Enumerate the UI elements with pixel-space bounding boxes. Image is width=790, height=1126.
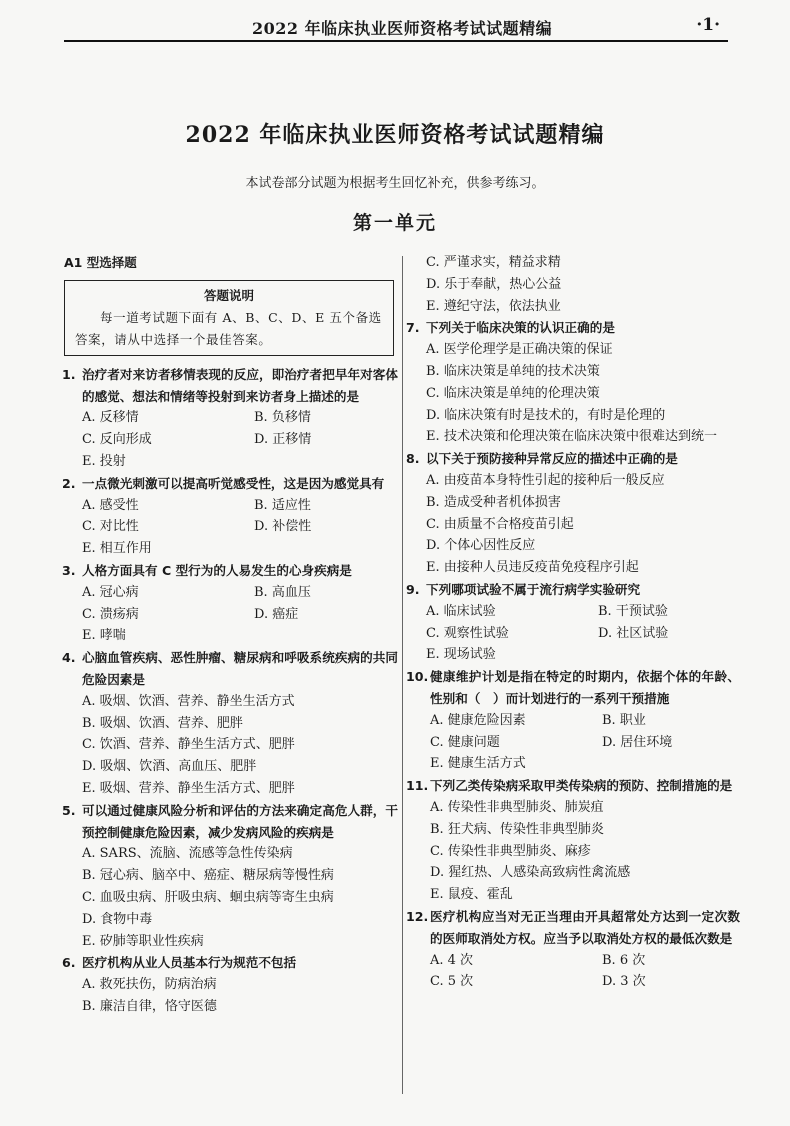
question-stem	[62, 473, 398, 495]
stem-text: 医疗机构从业人员基本行为规范不包括	[82, 955, 297, 971]
option-a: A. 健康危险因素	[430, 712, 526, 728]
question-stem	[62, 560, 398, 582]
options	[62, 974, 398, 1018]
option-b: B. 6 次	[602, 952, 646, 968]
option-e: E. 哮喘	[82, 628, 126, 644]
question-11	[406, 775, 740, 906]
option-b: B. 狂犬病、传染性非典型肺炎	[430, 821, 604, 837]
question-stem	[406, 579, 740, 601]
question-stem	[406, 775, 740, 797]
question-number: 2.	[62, 475, 76, 491]
instruction-title: 答题说明	[203, 287, 254, 303]
option-e: E. 吸烟、营养、静坐生活方式、肥胖	[82, 780, 295, 796]
option-d: D. 临床决策有时是技术的，有时是伦理的	[426, 407, 666, 423]
question-number: 9.	[406, 581, 420, 597]
option-d: D. 补偿性	[254, 519, 312, 535]
stem-text: 人格方面具有 C 型行为的人易发生的心身疾病是	[82, 562, 352, 578]
column-divider	[402, 256, 403, 1094]
question-4	[62, 647, 398, 800]
option-e: E. 遵纪守法，依法执业	[426, 298, 561, 314]
options	[62, 582, 398, 647]
option-d: D. 食物中毒	[82, 911, 153, 927]
option-b: B. 冠心病、脑卒中、癌症、糖尿病等慢性病	[82, 868, 334, 884]
option-a: A. 救死扶伤，防病治病	[82, 977, 217, 993]
question-stem	[406, 317, 740, 339]
question-8	[406, 448, 740, 579]
options	[62, 843, 398, 952]
question-number: 7.	[406, 320, 420, 336]
stem-text: 下列关于临床决策的认识正确的是	[426, 320, 615, 336]
option-e: E. 矽肺等职业性疾病	[82, 933, 204, 949]
option-d: D. 正移情	[254, 432, 312, 448]
option-c: C. 溃疡病	[82, 606, 139, 622]
unit-title: 第一单元	[352, 212, 437, 234]
question-number: 8.	[406, 451, 420, 467]
option-a: A. 冠心病	[82, 584, 139, 600]
option-b: B. 适应性	[254, 497, 311, 513]
option-d: D. 吸烟、饮酒、高血压、肥胖	[82, 759, 257, 775]
running-title: 2022 年临床执业医师资格考试试题精编	[252, 19, 553, 38]
question-6	[62, 952, 398, 1017]
page-number: ·1·	[696, 15, 720, 35]
running-header	[64, 10, 728, 42]
instruction-box	[64, 280, 394, 356]
option-c: C. 由质量不合格疫苗引起	[426, 516, 574, 532]
question-9	[406, 579, 740, 666]
stem-text: 治疗者对来访者移情表现的反应，即治疗者把早年对客体的感觉、想法和情绪等投射到来访者身上描述的是	[82, 366, 398, 404]
option-letter: E.	[426, 429, 440, 445]
document-title: 2022 年临床执业医师资格考试试题精编	[185, 122, 605, 148]
options	[406, 797, 740, 906]
question-stem	[62, 364, 398, 408]
option-d: D. 癌症	[254, 606, 299, 622]
stem-text: 下列乙类传染病采取甲类传染病的预防、控制措施的是	[430, 778, 733, 794]
stem-text: 心脑血管疾病、恶性肿瘤、糖尿病和呼吸系统疾病的共同危险因素是	[82, 650, 398, 687]
option-c: C. 临床决策是单纯的伦理决策	[426, 385, 600, 401]
option-c: C. 对比性	[82, 519, 139, 535]
stem-text: 可以通过健康风险分析和评估的方法来确定高危人群，干预控制健康危险因素，减少发病风险的疾病是	[82, 802, 398, 840]
options	[406, 339, 740, 448]
question-3	[62, 560, 398, 647]
stem-text: 健康维护计划是指在特定的时期内，依据个体的年龄、性别和（ ）而计划进行的一系列干预措施	[430, 669, 740, 706]
option-d: D. 乐于奉献，热心公益	[426, 276, 562, 292]
stem-text: 以下关于预防接种异常反应的描述中正确的是	[426, 451, 678, 467]
option-b: B. 负移情	[254, 410, 311, 426]
stem-text: 下列哪项试验不属于流行病学实验研究	[426, 581, 641, 597]
option-e	[426, 426, 740, 448]
option-b: B. 廉洁自律，恪守医德	[82, 998, 217, 1014]
option-b: B. 吸烟、饮酒、营养、肥胖	[82, 715, 243, 731]
options	[406, 950, 740, 994]
option-c: C. 血吸虫病、肝吸虫病、蛔虫病等寄生虫病	[82, 889, 334, 905]
option-c: C. 严谨求实，精益求精	[426, 255, 561, 270]
option-d: D. 社区试验	[598, 625, 669, 641]
question-stem	[406, 666, 740, 710]
question-number: 5.	[62, 802, 76, 818]
option-c: C. 饮酒、营养、静坐生活方式、肥胖	[82, 737, 295, 753]
options	[406, 601, 740, 666]
document-subtitle: 本试卷部分试题为根据考生回忆补充，供参考练习。	[245, 176, 545, 191]
stem-text: 医疗机构应当对无正当理由开具超常处方达到一定次数的医师取消处方权。应当予以取消处方权的最低次数是	[430, 908, 740, 946]
option-d: D. 猩红热、人感染高致病性禽流感	[430, 865, 631, 881]
option-c: C. 观察性试验	[426, 625, 509, 641]
question-5	[62, 800, 398, 953]
option-e: E. 健康生活方式	[430, 756, 526, 772]
section-label: A1 型选择题	[64, 255, 137, 270]
question-stem	[62, 800, 398, 844]
question-number: 12.	[406, 908, 429, 924]
option-b: B. 临床决策是单纯的技术决策	[426, 363, 600, 379]
question-7	[406, 317, 740, 448]
option-c: C. 传染性非典型肺炎、麻疹	[430, 843, 591, 859]
question-2	[62, 473, 398, 560]
option-a: A. 吸烟、饮酒、营养、静坐生活方式	[82, 693, 295, 709]
question-stem	[62, 647, 398, 691]
option-text: 技术决策和伦理决策在临床决策中很难达到统一	[444, 429, 718, 445]
stem-text: 一点微光刺激可以提高听觉感受性，这是因为感觉具有	[82, 475, 385, 491]
question-number: 11.	[406, 778, 429, 794]
left-column	[62, 252, 398, 1018]
options	[62, 495, 398, 560]
question-number: 6.	[62, 955, 76, 971]
option-d: D. 个体心因性反应	[426, 538, 536, 554]
question-number: 10.	[406, 669, 429, 685]
question-10	[406, 666, 740, 775]
option-e: E. 投射	[82, 453, 126, 469]
question-6-continued-options	[406, 252, 740, 317]
question-1	[62, 364, 398, 473]
option-a: A. 4 次	[430, 952, 474, 968]
option-c: C. 反向形成	[82, 432, 152, 448]
question-number: 3.	[62, 562, 76, 578]
option-a: A. 反移情	[82, 410, 139, 426]
option-b: B. 职业	[602, 712, 646, 728]
option-a: A. 感受性	[82, 497, 139, 513]
option-b: B. 高血压	[254, 584, 311, 600]
options	[62, 691, 398, 800]
option-e: E. 现场试验	[426, 647, 496, 663]
option-d: D. 3 次	[602, 974, 646, 990]
option-e: E. 由接种人员违反疫苗免疫程序引起	[426, 560, 639, 576]
instruction-text: 每一道考试题下面有 A、B、C、D、E 五个备选答案，请从中选择一个最佳答案。	[75, 309, 382, 347]
question-12	[406, 906, 740, 993]
question-stem	[406, 906, 740, 950]
option-a: A. SARS、流脑、流感等急性传染病	[82, 846, 293, 862]
option-e: E. 相互作用	[82, 541, 152, 557]
option-d: D. 居住环境	[602, 734, 673, 750]
option-b: B. 造成受种者机体损害	[426, 494, 561, 510]
options	[406, 710, 740, 775]
question-stem	[62, 952, 398, 974]
question-stem	[406, 448, 740, 470]
options	[62, 407, 398, 472]
options	[406, 470, 740, 579]
option-c: C. 5 次	[430, 974, 474, 990]
option-a: A. 医学伦理学是正确决策的保证	[426, 342, 613, 358]
question-number: 1.	[62, 366, 76, 382]
right-column	[406, 252, 740, 993]
option-c: C. 健康问题	[430, 734, 500, 750]
option-a: A. 传染性非典型肺炎、肺炭疽	[430, 799, 604, 815]
option-a: A. 临床试验	[426, 603, 496, 619]
option-a: A. 由疫苗本身特性引起的接种后一般反应	[426, 472, 665, 488]
question-number: 4.	[62, 650, 76, 666]
option-e: E. 鼠疫、霍乱	[430, 887, 513, 903]
option-b: B. 干预试验	[598, 603, 668, 619]
